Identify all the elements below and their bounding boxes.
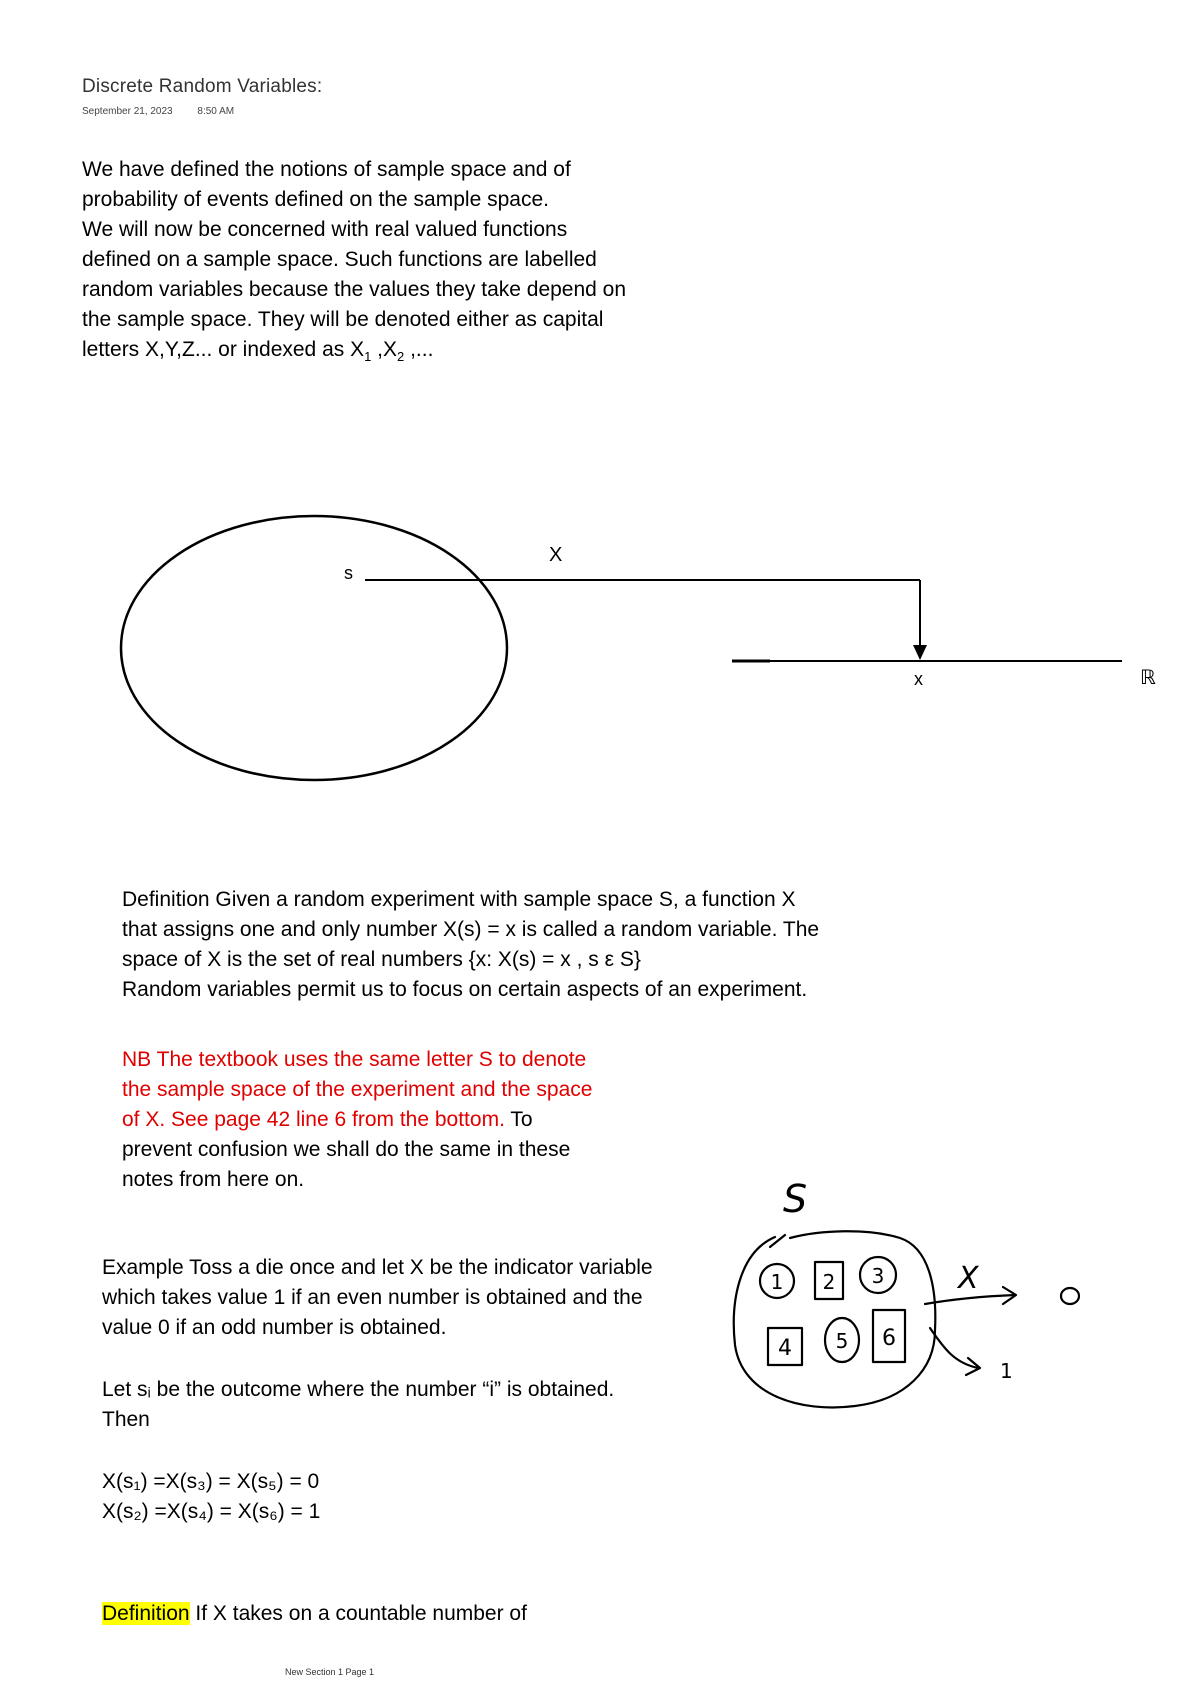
map-arrow-0: [925, 1295, 1015, 1304]
sketch-face-label: 3: [871, 1264, 885, 1288]
example-line: which takes value 1 if an even number is obtained and the: [102, 1286, 643, 1309]
intro-line: probability of events defined on the sample space.: [82, 188, 549, 211]
intro-text: ,X: [371, 338, 398, 361]
equation-even: X(s₂) =X(s₄) = X(s₆) = 1: [102, 1500, 321, 1523]
subscript: 1: [364, 349, 372, 365]
intro-line: We will now be concerned with real valued functions: [82, 218, 568, 241]
page-time: 8:50 AM: [197, 106, 235, 117]
page-footer: New Section 1 Page 1: [285, 1667, 375, 1677]
example-line: Example Toss a die once and let X be the indicator variable: [102, 1256, 653, 1279]
definition2-line: [102, 1599, 802, 1629]
sketch-face-label: 5: [835, 1329, 849, 1353]
definition-line: space of X is the set of real numbers {x: X(s) = x , s ε S}: [122, 948, 641, 971]
definition2-paragraph: [102, 1599, 802, 1629]
intro-line: defined on a sample space. Such functions are labelled: [82, 248, 597, 271]
highlighted-term: Definition: [102, 1602, 190, 1625]
sample-space-ellipse: [121, 516, 507, 780]
page-title: Discrete Random Variables:: [82, 76, 323, 97]
nb-line: prevent confusion we shall do the same in these: [122, 1138, 571, 1161]
nb-line: the sample space of the experiment and the space: [122, 1078, 593, 1101]
value-x-label: x: [914, 669, 923, 689]
sketch-out1-label: 1: [1000, 1359, 1013, 1383]
equations: [102, 1467, 502, 1527]
definition-paragraph: [122, 885, 882, 1005]
definition-line: Random variables permit us to focus on certain aspects of an experiment.: [122, 978, 808, 1001]
outcome-line: Let sᵢ be the outcome where the number “i” is obtained.: [102, 1378, 615, 1401]
outcome-paragraph: [102, 1375, 722, 1435]
outcome-then: Then: [102, 1408, 150, 1431]
example-paragraph: [102, 1253, 722, 1343]
arrow-head: [913, 645, 927, 660]
subscript: 2: [397, 349, 405, 365]
example-line: value 0 if an odd number is obtained.: [102, 1316, 447, 1339]
nb-red-text: of X. See page 42 line 6 from the bottom.: [122, 1108, 505, 1131]
nb-line: NB The textbook uses the same letter S to denote: [122, 1048, 587, 1071]
sketch-out0-oval: [1061, 1288, 1079, 1304]
nb-line: [122, 1105, 682, 1135]
nb-black-text: To: [504, 1108, 533, 1131]
element-s-label: s: [344, 563, 353, 583]
equation-odd: X(s₁) =X(s₃) = X(s₅) = 0: [102, 1470, 320, 1493]
sketch-set-label: S: [783, 1177, 808, 1221]
intro-line: We have defined the notions of sample space and of: [82, 158, 571, 181]
sketch-face-label: 1: [770, 1270, 784, 1294]
nb-line: notes from here on.: [122, 1168, 305, 1191]
die-sketch: [734, 1231, 1079, 1407]
definition2-text: If X takes on a countable number of: [189, 1602, 527, 1625]
map-arrow-1: [930, 1328, 978, 1368]
intro-line: the sample space. They will be denoted either as capital: [82, 308, 604, 331]
sketch-tick: [770, 1235, 785, 1247]
sketch-map-label: X: [958, 1261, 979, 1296]
reals-label: ℝ: [1140, 667, 1156, 689]
definition-line: Definition Given a random experiment with sample space S, a function X: [122, 888, 796, 911]
intro-text: letters X,Y,Z... or indexed as X: [82, 338, 365, 361]
intro-line: random variables because the values they take depend on: [82, 278, 627, 301]
mapping-x-label: X: [549, 544, 563, 566]
page-date: September 21, 2023: [82, 106, 173, 117]
definition-line: that assigns one and only number X(s) = x is called a random variable. The: [122, 918, 820, 941]
sketch-face-label: 6: [882, 1326, 896, 1351]
sketch-face-label: 4: [778, 1336, 792, 1361]
intro-text: ,...: [404, 338, 434, 361]
nb-paragraph: [122, 1045, 682, 1195]
sketch-face-label: 2: [822, 1270, 836, 1294]
